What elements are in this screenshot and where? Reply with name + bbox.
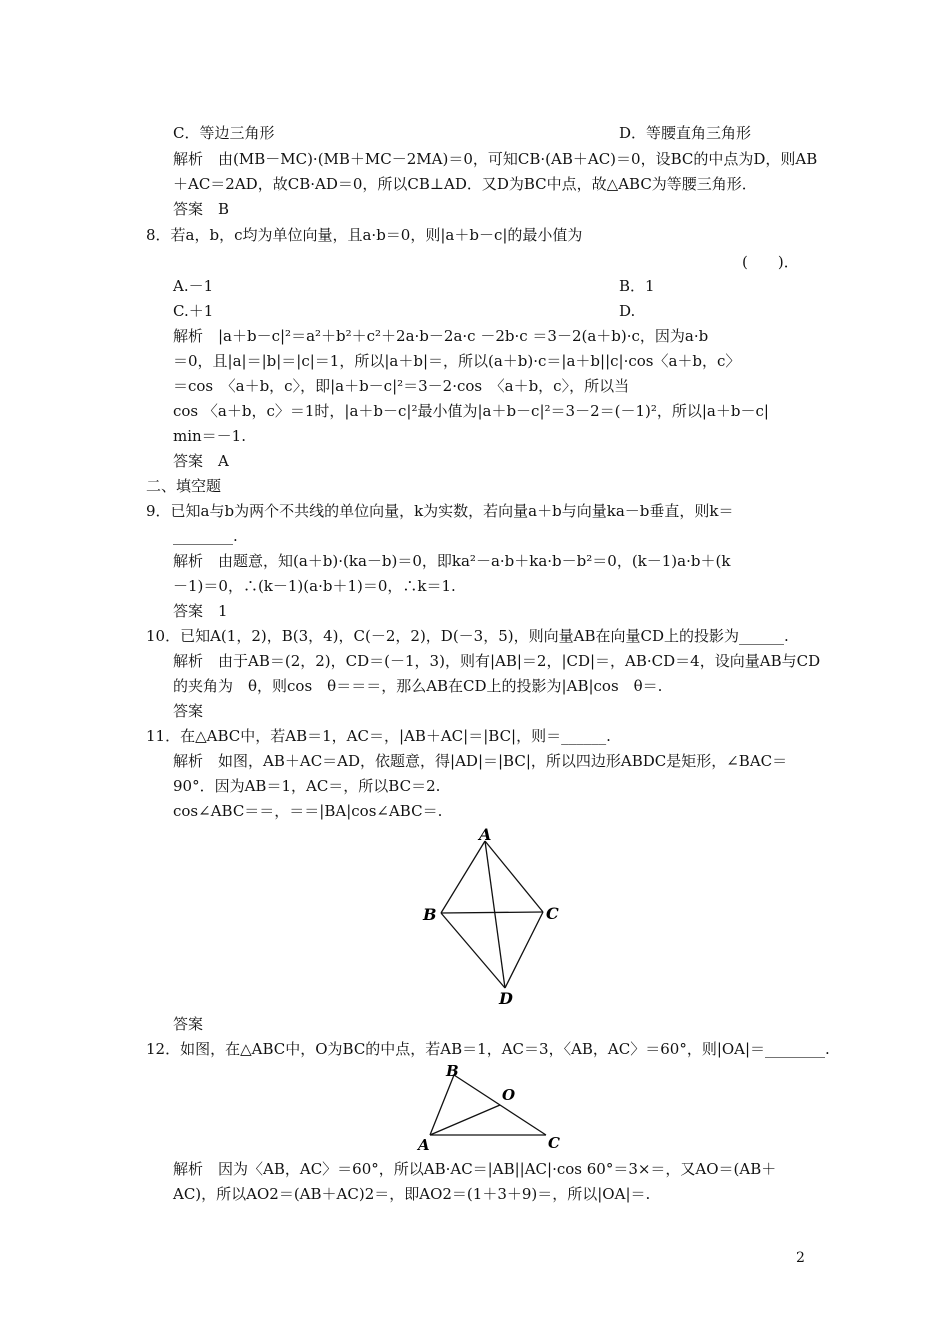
solution-12-line-1: 解析 因为〈AB，AC〉＝60°，所以AB·AC＝|AB||AC|·cos 60°＝3×＝，又AO＝(AB＋	[173, 1160, 777, 1178]
solution-8-line-3: ＝cos 〈a＋b，c〉，即|a＋b－c|²＝3－2·cos 〈a＋b，c〉，所以当	[173, 377, 630, 395]
solution-9-line-1: 解析 由题意，知(a＋b)·(ka－b)＝0，即ka²－a·b＋ka·b－b²＝0，(k－1)a·b＋(k	[173, 552, 731, 570]
label-a: A	[479, 825, 492, 844]
solution-8-line-2: ＝0，且|a|＝|b|＝|c|＝1，所以|a＋b|＝，所以(a＋b)·c＝|a＋b||c|·cos〈a＋b，c〉	[173, 352, 741, 370]
option-row-7	[173, 123, 752, 143]
question-12: 12．如图，在△ABC中，O为BC的中点，若AB＝1，AC＝3，〈AB，AC〉＝60°，则|OA|＝________.	[146, 1040, 830, 1058]
label-d: D	[499, 989, 513, 1008]
edge-ab	[441, 841, 485, 913]
option-b: B．1	[619, 277, 655, 295]
option-row-8-cd	[173, 301, 636, 321]
answer-8: 答案 A	[173, 452, 229, 470]
answer-7: 答案 B	[173, 200, 230, 218]
figure-triangle-abc	[412, 1060, 572, 1155]
question-9: 9．已知a与b为两个不共线的单位向量，k为实数，若向量a＋b与向量ka－b垂直，则k＝	[146, 502, 734, 520]
diagonal-bc	[441, 912, 543, 913]
question-8: 8．若a，b，c均为单位向量，且a·b＝0，则|a＋b－c|的最小值为	[146, 226, 583, 244]
label-b: B	[446, 1062, 459, 1080]
option-row-8-ab	[173, 276, 655, 296]
option-a: A.－1	[173, 277, 214, 295]
figure-rectangle-abdc	[415, 825, 575, 1010]
solution-9-line-2: －1)＝0，∴(k－1)(a·b＋1)＝0，∴k＝1.	[173, 577, 456, 595]
edge-cd	[505, 912, 543, 988]
diagonal-ad	[485, 841, 505, 988]
answer-9: 答案 1	[173, 602, 228, 620]
label-a: A	[418, 1136, 430, 1154]
option-c: C.＋1	[173, 302, 214, 320]
label-b: B	[423, 905, 437, 924]
question-9-blank: ________.	[173, 527, 238, 545]
edge-bd	[441, 913, 505, 988]
label-o: O	[502, 1086, 516, 1104]
option-d: D.	[619, 302, 636, 320]
solution-10-line-2: 的夹角为 θ，则cos θ＝＝＝，那么AB在CD上的投影为|AB|cos θ＝.	[173, 677, 663, 695]
solution-12-line-2: AC)，所以AO2＝(AB＋AC)2＝，即AO2＝(1＋3＋9)＝，所以|OA|＝.	[173, 1185, 651, 1203]
solution-11-line-3: cos∠ABC＝＝，＝＝|BA|cos∠ABC＝.	[173, 802, 443, 820]
solution-7-line-2: ＋AC＝2AD，故CB·AD＝0，所以CB⊥AD．又D为BC中点，故△ABC为等腰三角形．	[173, 175, 757, 193]
page-number: 2	[796, 1250, 805, 1266]
label-c: C	[546, 904, 559, 923]
solution-8-line-1: 解析 |a＋b－c|²＝a²＋b²＋c²＋2a·b－2a·c －2b·c ＝3－2(a＋b)·c，因为a·b	[173, 327, 709, 345]
solution-11-line-2: 90°．因为AB＝1，AC＝，所以BC＝2.	[173, 777, 441, 795]
label-c: C	[548, 1134, 560, 1152]
section-heading: 二、填空题	[146, 477, 222, 495]
solution-8-line-5: min＝－1.	[173, 427, 246, 445]
answer-11: 答案	[173, 1015, 204, 1033]
solution-7-line-1: 解析 由(MB－MC)·(MB＋MC－2MA)＝0，可知CB·(AB＋AC)＝0，设BC的中点为D，则AB	[173, 150, 818, 168]
option-d: D．等腰直角三角形	[619, 124, 752, 142]
answer-bracket-8: ( )．	[742, 253, 799, 271]
question-11: 11．在△ABC中，若AB＝1，AC＝，|AB＋AC|＝|BC|，则＝______.	[146, 727, 611, 745]
solution-11-line-1: 解析 如图，AB＋AC＝AD，依题意，得|AD|＝|BC|，所以四边形ABDC是矩形，∠BAC＝	[173, 752, 788, 770]
question-10: 10．已知A(1，2)，B(3，4)，C(－2，2)，D(－3，5)，则向量AB在向量CD上的投影为______.	[146, 627, 789, 645]
solution-8-line-4: cos 〈a＋b，c〉＝1时，|a＋b－c|²最小值为|a＋b－c|²＝3－2＝(－1)²，所以|a＋b－c|	[173, 402, 769, 420]
answer-10: 答案	[173, 702, 204, 720]
option-c: C．等边三角形	[173, 124, 275, 142]
solution-10-line-1: 解析 由于AB＝(2，2)，CD＝(－1，3)，则有|AB|＝2，|CD|＝，AB·CD＝4，设向量AB与CD	[173, 652, 821, 670]
